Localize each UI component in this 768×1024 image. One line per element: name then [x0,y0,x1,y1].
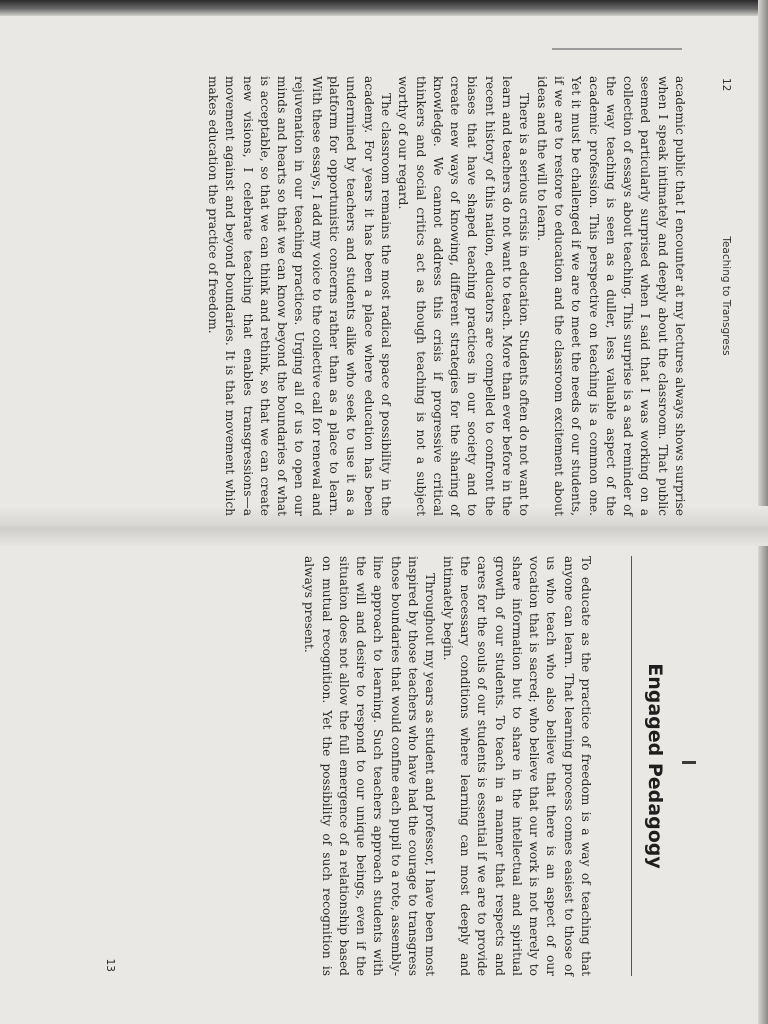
page-edge-line [552,48,682,50]
paragraph: There is a serious crisis in education. Students often do not want to learn and teachers do not want to teach. More than ever before in the recent history of this nation, educators are compelled to confront the biases that have shaped teaching practices in our society and to create new ways of knowing, different strategies for the sharing of knowledge. We cannot address this crisis if progressive critical thinkers and social critics act as though teaching is not a subject worthy of our regard. [396,76,532,516]
chapter-title: Engaged Pedagogy [644,663,666,869]
paragraph: The classroom remains the most radical space of possibility in the academy. For years it has been a place where education has been undermined by teachers and students alike who seek to use it as a platform for opportunistic concerns rather than as a place to learn. With these essays, I add my voice to the collective call for renewal and rejuvenation in our teaching practices. Urging all of us to open our minds and hearts so that we can know beyond the boundaries of what is acceptable, so that we can think and rethink, so that we can create new visions, I celebrate teaching that enables transgressions—a movement against and beyond boundaries. It is that movement which makes education the practice of freedom. [205,76,393,516]
running-title: Teaching to Transgress [720,236,732,356]
right-page-body [300,556,594,976]
left-page-body [204,76,688,516]
left-page [112,76,736,516]
paragraph: academic public that I encounter at my lectures always shows surprise when I speak intimately and deeply about the classroom. That public seemed particularly surprised when I said that I was working on a collection of essays about teaching. This surprise is a sad reminder of the way teaching is seen as a duller, less valuable aspect of the academic profession. This perspective on teaching is a common one. Yet it must be challenged if we are to meet the needs of our students, if we are to restore to education and the classroom excitement about ideas and the will to learn. [534,76,687,516]
page-number: 12 [720,78,732,92]
scan-edge-shadow [0,0,768,16]
page-number: 13 [104,958,116,972]
right-page [104,556,736,976]
chapter-number [682,761,696,764]
paragraph: To educate as the practice of freedom is a way of teaching that anyone can learn. That learning process comes easiest to those of us who teach who also believe that there is an aspect of our vocation that is sacred; who believe that our work is not merely to share information but to share in the intellectual and spiritual growth of our students. To teach in a manner that respects and cares for the souls of our students is essential if we are to provide the necessary conditions where learning can most deeply and intimately begin. [440,556,593,976]
paragraph: Throughout my years as student and professor, I have been most inspired by those teachers who have had the courage to transgress those boundaries that would confine each pupil to a rote, assembly-line approach to learning. Such teachers approach students with the will and desire to respond to our unique beings, even if the situation does not allow the full emergence of a relationship based on mutual recognition. Yet the possibility of such recognition is always present. [302,556,438,976]
chapter-divider [631,556,632,976]
